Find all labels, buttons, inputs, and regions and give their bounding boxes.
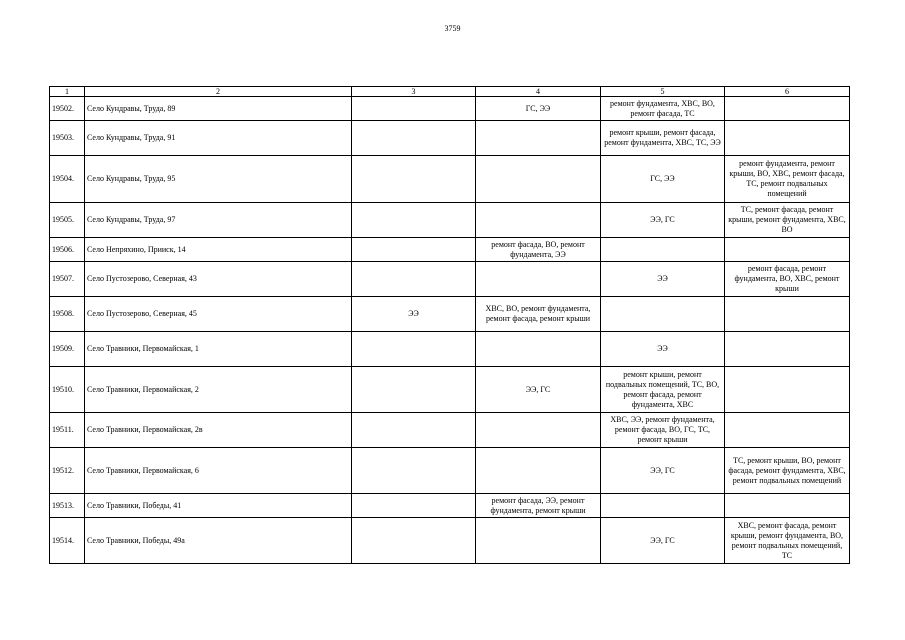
row-col4 — [476, 413, 601, 448]
row-col5: ЭЭ, ГС — [601, 518, 725, 564]
row-number: 19503. — [50, 121, 85, 156]
table-row — [50, 367, 850, 413]
column-header-6: 6 — [725, 87, 850, 97]
table-row — [50, 448, 850, 494]
page-number: 3759 — [444, 24, 461, 33]
row-address: Село Кундравы, Труда, 95 — [85, 156, 352, 203]
row-number: 19502. — [50, 97, 85, 121]
row-col6 — [725, 332, 850, 367]
row-col6: ТС, ремонт фасада, ремонт крыши, ремонт фундамента, ХВС, ВО — [725, 203, 850, 238]
row-col3 — [352, 238, 476, 262]
row-col5: ЭЭ, ГС — [601, 448, 725, 494]
table-row — [50, 97, 850, 121]
row-address: Село Травники, Первомайская, 2в — [85, 413, 352, 448]
row-col6 — [725, 494, 850, 518]
row-col4 — [476, 518, 601, 564]
row-col4 — [476, 332, 601, 367]
row-col3 — [352, 121, 476, 156]
column-header-4: 4 — [476, 87, 601, 97]
row-col6 — [725, 121, 850, 156]
row-col5: ЭЭ — [601, 262, 725, 297]
row-col6 — [725, 238, 850, 262]
table-row — [50, 121, 850, 156]
row-col6 — [725, 97, 850, 121]
row-col5: ХВС, ЭЭ, ремонт фундамента, ремонт фасада, ВО, ГС, ТС, ремонт крыши — [601, 413, 725, 448]
row-address: Село Непряхино, Прииск, 14 — [85, 238, 352, 262]
row-number: 19513. — [50, 494, 85, 518]
row-col3 — [352, 97, 476, 121]
row-number: 19514. — [50, 518, 85, 564]
row-address: Село Травники, Первомайская, 6 — [85, 448, 352, 494]
table-row — [50, 332, 850, 367]
row-col6 — [725, 367, 850, 413]
row-address: Село Травники, Первомайская, 1 — [85, 332, 352, 367]
row-col5: ремонт крыши, ремонт фасада, ремонт фундамента, ХВС, ТС, ЭЭ — [601, 121, 725, 156]
row-number: 19506. — [50, 238, 85, 262]
row-col4: ХВС, ВО, ремонт фундамента, ремонт фасада, ремонт крыши — [476, 297, 601, 332]
row-col4: ГС, ЭЭ — [476, 97, 601, 121]
row-number: 19507. — [50, 262, 85, 297]
row-col4: ремонт фасада, ЭЭ, ремонт фундамента, ремонт крыши — [476, 494, 601, 518]
row-col3 — [352, 494, 476, 518]
table-row — [50, 413, 850, 448]
table-row — [50, 238, 850, 262]
row-col6 — [725, 413, 850, 448]
row-col5: ремонт крыши, ремонт подвальных помещений, ТС, ВО, ремонт фасада, ремонт фундамента, ХВС — [601, 367, 725, 413]
row-address: Село Пустозерово, Северная, 43 — [85, 262, 352, 297]
row-col3 — [352, 332, 476, 367]
row-col5: ГС, ЭЭ — [601, 156, 725, 203]
row-col5: ремонт фундамента, ХВС, ВО, ремонт фасада, ТС — [601, 97, 725, 121]
row-address: Село Кундравы, Труда, 89 — [85, 97, 352, 121]
row-number: 19511. — [50, 413, 85, 448]
row-col5 — [601, 494, 725, 518]
row-address: Село Кундравы, Труда, 97 — [85, 203, 352, 238]
row-col3 — [352, 262, 476, 297]
row-col6: ТС, ремонт крыши, ВО, ремонт фасада, ремонт фундамента, ХВС, ремонт подвальных помещений — [725, 448, 850, 494]
row-col5: ЭЭ, ГС — [601, 203, 725, 238]
row-col3 — [352, 203, 476, 238]
row-col4 — [476, 121, 601, 156]
row-address: Село Травники, Первомайская, 2 — [85, 367, 352, 413]
column-header-3: 3 — [352, 87, 476, 97]
row-col3 — [352, 367, 476, 413]
column-header-5: 5 — [601, 87, 725, 97]
row-col6: ХВС, ремонт фасада, ремонт крыши, ремонт фундамента, ВО, ремонт подвальных помещений, ТС — [725, 518, 850, 564]
row-col4: ремонт фасада, ВО, ремонт фундамента, ЭЭ — [476, 238, 601, 262]
row-col4 — [476, 203, 601, 238]
row-col6: ремонт фундамента, ремонт крыши, ВО, ХВС, ремонт фасада, ТС, ремонт подвальных помещений — [725, 156, 850, 203]
row-col6 — [725, 297, 850, 332]
row-address: Село Травники, Победы, 49а — [85, 518, 352, 564]
row-col5 — [601, 297, 725, 332]
row-col4 — [476, 156, 601, 203]
row-col3 — [352, 518, 476, 564]
row-col3 — [352, 413, 476, 448]
row-col3: ЭЭ — [352, 297, 476, 332]
table-row — [50, 518, 850, 564]
works-table — [49, 86, 850, 564]
row-number: 19510. — [50, 367, 85, 413]
row-col4 — [476, 448, 601, 494]
header-row — [50, 87, 850, 97]
column-header-2: 2 — [85, 87, 352, 97]
row-address: Село Пустозерово, Северная, 45 — [85, 297, 352, 332]
row-number: 19512. — [50, 448, 85, 494]
row-number: 19508. — [50, 297, 85, 332]
row-col5: ЭЭ — [601, 332, 725, 367]
row-col3 — [352, 156, 476, 203]
row-number: 19509. — [50, 332, 85, 367]
row-col3 — [352, 448, 476, 494]
table-row — [50, 203, 850, 238]
column-header-1: 1 — [50, 87, 85, 97]
row-col5 — [601, 238, 725, 262]
row-col6: ремонт фасада, ремонт фундамента, ВО, ХВС, ремонт крыши — [725, 262, 850, 297]
row-col4: ЭЭ, ГС — [476, 367, 601, 413]
table-row — [50, 262, 850, 297]
table-row — [50, 156, 850, 203]
row-address: Село Травники, Победы, 41 — [85, 494, 352, 518]
table-row — [50, 494, 850, 518]
row-number: 19505. — [50, 203, 85, 238]
row-col4 — [476, 262, 601, 297]
row-address: Село Кундравы, Труда, 91 — [85, 121, 352, 156]
table-row — [50, 297, 850, 332]
row-number: 19504. — [50, 156, 85, 203]
